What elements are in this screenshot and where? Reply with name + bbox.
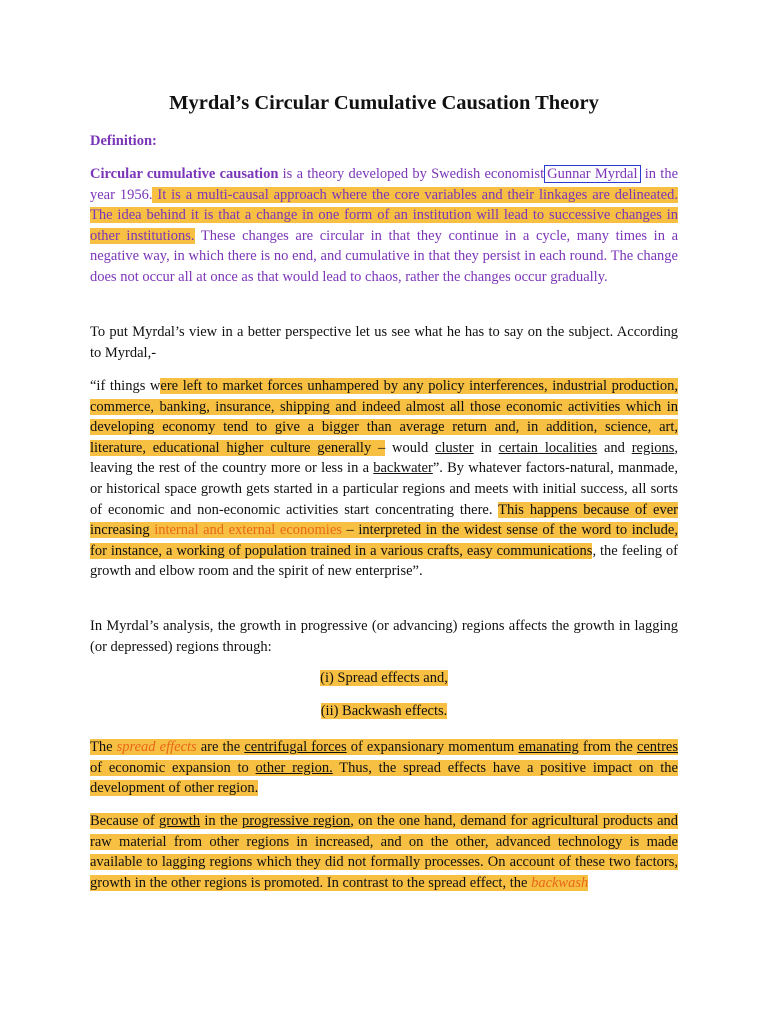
text-span: Because of: [90, 813, 159, 829]
highlight: (i) Spread effects and,: [320, 670, 448, 686]
spread-effects-paragraph: [90, 737, 678, 799]
underlined-certain-localities: certain localities: [498, 439, 598, 456]
underlined-centres: centres: [636, 739, 678, 755]
text-span: “if things w: [90, 378, 161, 394]
underlined-centrifugal: centrifugal forces: [244, 739, 347, 755]
text-span: of economic expansion to: [90, 759, 256, 776]
underlined-cluster: cluster: [435, 439, 474, 456]
highlight: It is a multi-causal approach where the core variables and their linkages are delineated. The idea behind it is that a change in one form of an institution will lead to successive changes in other institutions.: [90, 186, 678, 244]
definition-paragraph: [90, 164, 678, 288]
text-span: in the: [200, 813, 242, 829]
analysis-paragraph: In Myrdal’s analysis, the growth in progressive (or advancing) regions affects the growth in lagging (or depressed) regions through:: [90, 618, 678, 655]
page-title: Myrdal’s Circular Cumulative Causation Theory: [169, 92, 599, 114]
text-span: These changes are circular in that they continue in a cycle, many times in a negative way, in which there is no end, and cumulative in that they persist in each round. The change does not occur all at once as that would lead to chaos, rather the changes occur gradually.: [90, 227, 679, 285]
underlined-growth: growth: [159, 813, 201, 829]
text-span: in: [473, 439, 499, 456]
text-span: ”. By whatever factors-natural, manmade, or historical space growth gets started in a particular regions and meets with initial success, all sorts of economic and non-economic activities start concentrating there.: [90, 460, 678, 518]
highlighted-block: [90, 813, 678, 891]
text-span: in the year 1956.: [90, 166, 679, 203]
text-span: would: [385, 439, 436, 456]
highlight: ere left to market forces unhampered by any policy interferences, industrial production, commerce, banking, insurance, shipping and indeed almost all those economic activities which in developing economy tend to give a bigger than average return and, in addition, science, art, literature, educational higher culture generally –: [90, 378, 679, 456]
spread-effects-term: spread effects: [116, 739, 197, 755]
highlight-orange: internal and external economies: [154, 522, 342, 539]
underlined-regions: regions: [631, 439, 675, 456]
text-span: , leaving the rest of the country more or less in a: [90, 439, 679, 477]
underlined-backwater: backwater: [373, 460, 433, 477]
highlighted-block: [90, 739, 678, 796]
backwash-term: backwash: [531, 874, 589, 891]
definition-heading: Definition:: [90, 133, 157, 149]
highlight: (ii) Backwash effects.: [320, 703, 448, 719]
text-span: , the feeling of growth and elbow room and the spirit of new enterprise”.: [90, 542, 678, 580]
text-span: from the: [578, 739, 637, 755]
highlight: – interpreted in the widest sense of the word to include, for instance, a working of population trained in a various crafts, easy communications: [90, 522, 678, 559]
perspective-paragraph: To put Myrdal’s view in a better perspective let us see what he has to say on the subject. According to Myrdal,-: [90, 324, 678, 361]
text-span: of expansionary momentum: [346, 739, 519, 755]
backwash-effects-item: [0, 703, 768, 720]
underlined-emanating: emanating: [518, 739, 579, 755]
text-span: Thus, the spread effects have a positive impact on the development of other region.: [90, 759, 678, 797]
term-bold: Circular cumulative causation: [90, 166, 279, 182]
text-span: The: [90, 739, 117, 755]
underlined-progressive-region: progressive region: [242, 813, 351, 829]
quote-paragraph: [90, 376, 678, 582]
growth-paragraph: [90, 811, 678, 893]
gunnar-myrdal-link[interactable]: Gunnar Myrdal: [544, 165, 640, 183]
underlined-other-region: other region.: [255, 759, 333, 776]
text-span: , on the one hand, demand for agricultural products and raw material from other regions in increased, and on the other, advanced technology is made available to lagging regions which they did not formally processes. On account of these two factors, growth in the other regions is promoted. In contrast to the spread effect, the: [90, 813, 679, 891]
text-span: is a theory developed by Swedish economist: [278, 166, 545, 182]
text-span: are the: [196, 739, 245, 755]
text-span: and: [597, 439, 632, 456]
spread-effects-item: [0, 670, 768, 687]
highlight: This happens because of ever increasing: [90, 501, 678, 539]
